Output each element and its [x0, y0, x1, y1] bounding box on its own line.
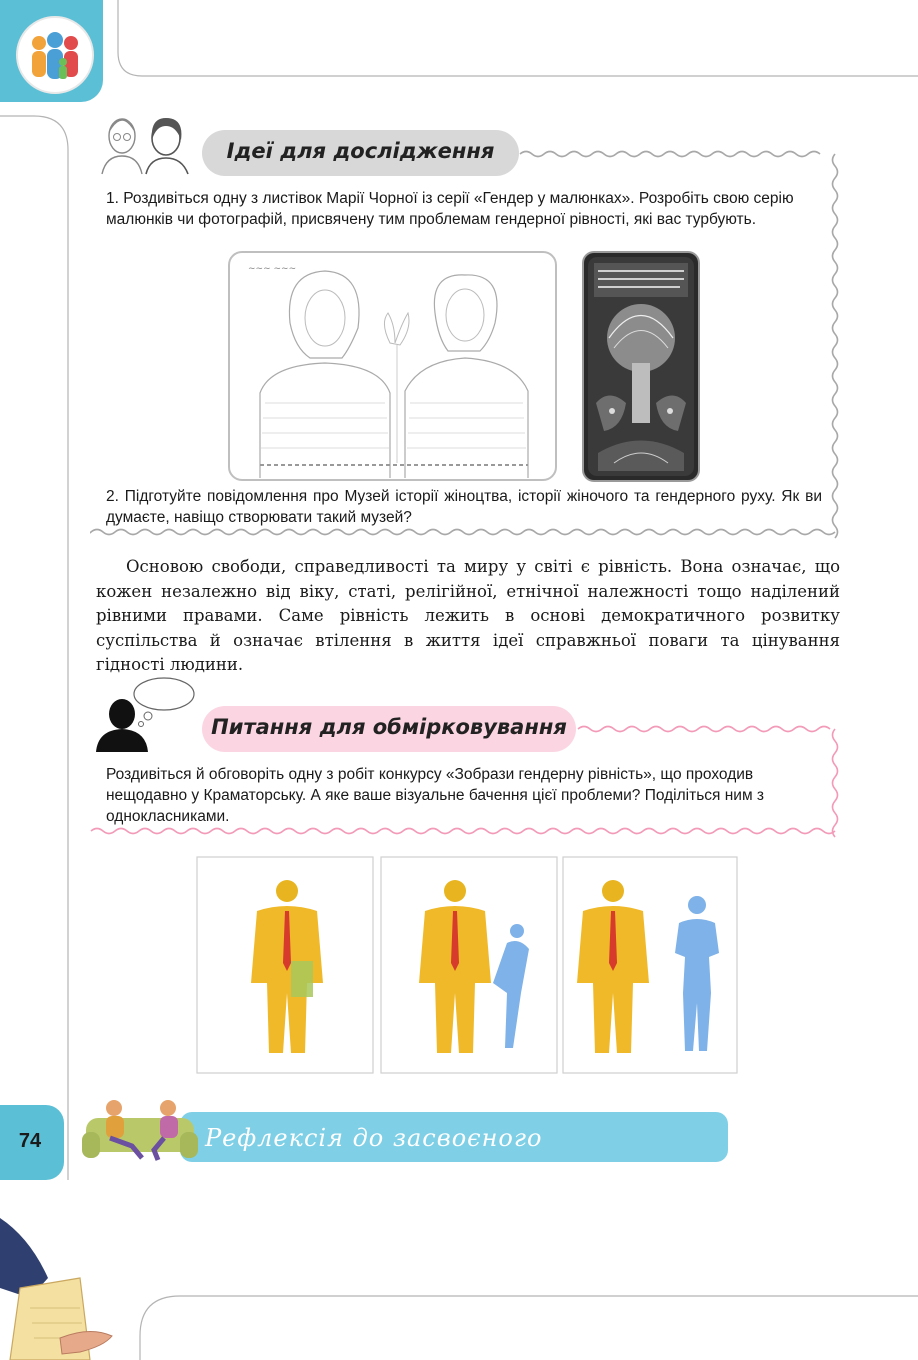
reflection-heading: Рефлексія до засвоєного — [205, 1124, 543, 1152]
postcard-drawing — [230, 253, 555, 479]
artwork-panel-2 — [381, 857, 557, 1073]
contest-artworks-image — [195, 853, 739, 1076]
question-text: Роздивіться й обговоріть одну з робіт конкурсу «Зобрази гендерну рівність», що проходив нещодавно у Краматорську. А яке ваше візуальне бачення цієї проблеми? Поділіться ним з однокласниками. — [106, 766, 765, 825]
equality-paragraph: Основою свободи, справедливості та миру у світі є рівність. Вона означає, що кожен незалежно від віку, статі, релігійної, етнічної належності тощо наділений рівними правами. Саме рівність лежить в основі демократичного розвитку суспільства й означає втілення в життя ідеї справжньої поваги та цінування гідності людини. — [96, 557, 840, 674]
ideas-task-2: 2. Підготуйте повідомлення про Музей історії жіноцтва, історії жіночого та гендерного руху. Як ви думаєте, навіщо створювати такий музей? — [106, 488, 822, 526]
svg-text:~~~ ~~~: ~~~ ~~~ — [248, 264, 297, 274]
page-number: 74 — [18, 1130, 42, 1152]
artwork-panel-1 — [197, 857, 373, 1073]
artwork-panel-3 — [563, 857, 737, 1073]
question-heading: Питання для обмірковування — [211, 715, 567, 739]
postcard-image — [228, 251, 557, 481]
sofa-people-icon — [80, 1092, 200, 1166]
contest-artworks-drawing — [195, 853, 739, 1076]
poster-image — [582, 251, 700, 482]
ideas-task-1: 1. Роздивіться одну з листівок Марії Чорної із серії «Гендер у малюнках». Розробіть свою серію малюнків чи фотографій, присвячену тим проблемам гендерної рівності, які вас турбують. — [106, 190, 794, 228]
poster-drawing — [584, 253, 698, 480]
ideas-heading: Ідеї для дослідження — [226, 139, 495, 163]
hands-book-icon — [0, 1218, 130, 1360]
